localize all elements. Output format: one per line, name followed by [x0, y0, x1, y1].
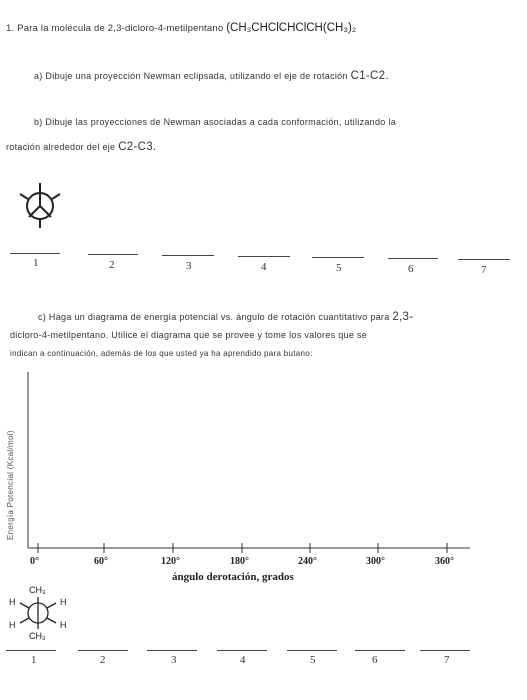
- conformation-number-5: 5: [336, 262, 342, 274]
- x-tick-label-360: 360°: [435, 556, 454, 567]
- part-c-line-3: indican a continuación, además de los que usted ya ha aprendido para butano:: [10, 349, 313, 358]
- bottom-number-6: 6: [372, 654, 378, 666]
- newman-right-front-h: H: [60, 597, 67, 607]
- part-a-prefix: a): [34, 71, 43, 81]
- conformation-number-3: 3: [186, 260, 192, 272]
- x-tick-label-0: 0°: [30, 556, 39, 567]
- bottom-number-4: 4: [240, 654, 246, 666]
- newman-right-back-h: H: [60, 620, 67, 630]
- bottom-number-2: 2: [100, 654, 106, 666]
- conformation-blank-3[interactable]: [162, 255, 214, 256]
- bottom-blank-5[interactable]: [287, 650, 337, 651]
- newman-left-back-h: H: [9, 620, 16, 630]
- conformation-blank-5[interactable]: [312, 257, 364, 258]
- bottom-blank-6[interactable]: [355, 650, 405, 651]
- conformation-number-2: 2: [109, 259, 115, 271]
- conformation-blank-2[interactable]: [88, 254, 138, 255]
- x-tick-label-300: 300°: [366, 556, 385, 567]
- bottom-blank-3[interactable]: [147, 650, 197, 651]
- question-number: 1.: [6, 23, 15, 34]
- x-tick-label-240: 240°: [298, 556, 317, 567]
- conformation-blank-6[interactable]: [388, 258, 438, 259]
- part-c-prefix: c): [38, 312, 47, 322]
- newman-top-substituent: CH₃: [29, 585, 46, 595]
- part-c-line-2: dicloro-4-metilpentano. Utilice el diagrama que se provee y tome los valores que se: [10, 330, 368, 340]
- part-b-bond: C2-C3.: [118, 141, 157, 153]
- part-c-text-1: Haga un diagrama de energía potencial vs. ángulo de rotación cuantitativo para: [48, 312, 390, 322]
- x-tick-label-60: 60°: [94, 556, 108, 567]
- bottom-number-5: 5: [310, 654, 316, 666]
- conformation-number-1: 1: [33, 257, 39, 269]
- part-a-bond: C1-C2.: [350, 70, 389, 82]
- bottom-number-3: 3: [171, 654, 177, 666]
- conformation-blank-4[interactable]: [238, 256, 290, 257]
- bottom-blank-4[interactable]: [217, 650, 267, 651]
- bottom-number-7: 7: [444, 654, 450, 666]
- part-c-line-1: [38, 311, 413, 323]
- energy-axes: [28, 372, 470, 553]
- bottom-number-1: 1: [31, 654, 37, 666]
- newman-template-icon: [20, 183, 60, 228]
- conformation-number-6: 6: [408, 263, 414, 275]
- part-c-text-1-end: 2,3-: [392, 311, 414, 323]
- bottom-blank-1[interactable]: [6, 650, 56, 651]
- newman-bottom-substituent: CH₃: [29, 631, 46, 641]
- part-b-prefix: b): [34, 117, 43, 127]
- newman-example-diagram: [20, 597, 56, 629]
- bottom-blank-7[interactable]: [420, 650, 470, 651]
- conformation-number-4: 4: [261, 261, 267, 273]
- conformation-number-7: 7: [481, 264, 487, 276]
- part-b-text-2: rotación alrededor del eje: [6, 142, 116, 152]
- y-axis-label: Energía Potencial (Kcal/mol): [6, 430, 15, 540]
- conformation-blank-1[interactable]: [10, 253, 60, 254]
- x-tick-label-180: 180°: [230, 556, 249, 567]
- part-b-text: Dibuje las proyecciones de Newman asociadas a cada conformación, utilizando la: [45, 117, 397, 127]
- x-axis-label: ángulo derotación, grados: [172, 571, 294, 583]
- x-tick-label-120: 120°: [161, 556, 180, 567]
- conformation-blank-7[interactable]: [458, 259, 510, 260]
- part-a-text: Dibuje una proyección Newman eclipsada, utilizando el eje de rotación: [45, 71, 348, 81]
- molecule-formula: (CH₃CHClCHClCH(CH₃)₂: [226, 22, 357, 34]
- question-text: Para la molécula de 2,3-dicloro-4-metilpentano: [17, 23, 224, 34]
- bottom-blank-2[interactable]: [78, 650, 128, 651]
- newman-left-front-h: H: [9, 597, 16, 607]
